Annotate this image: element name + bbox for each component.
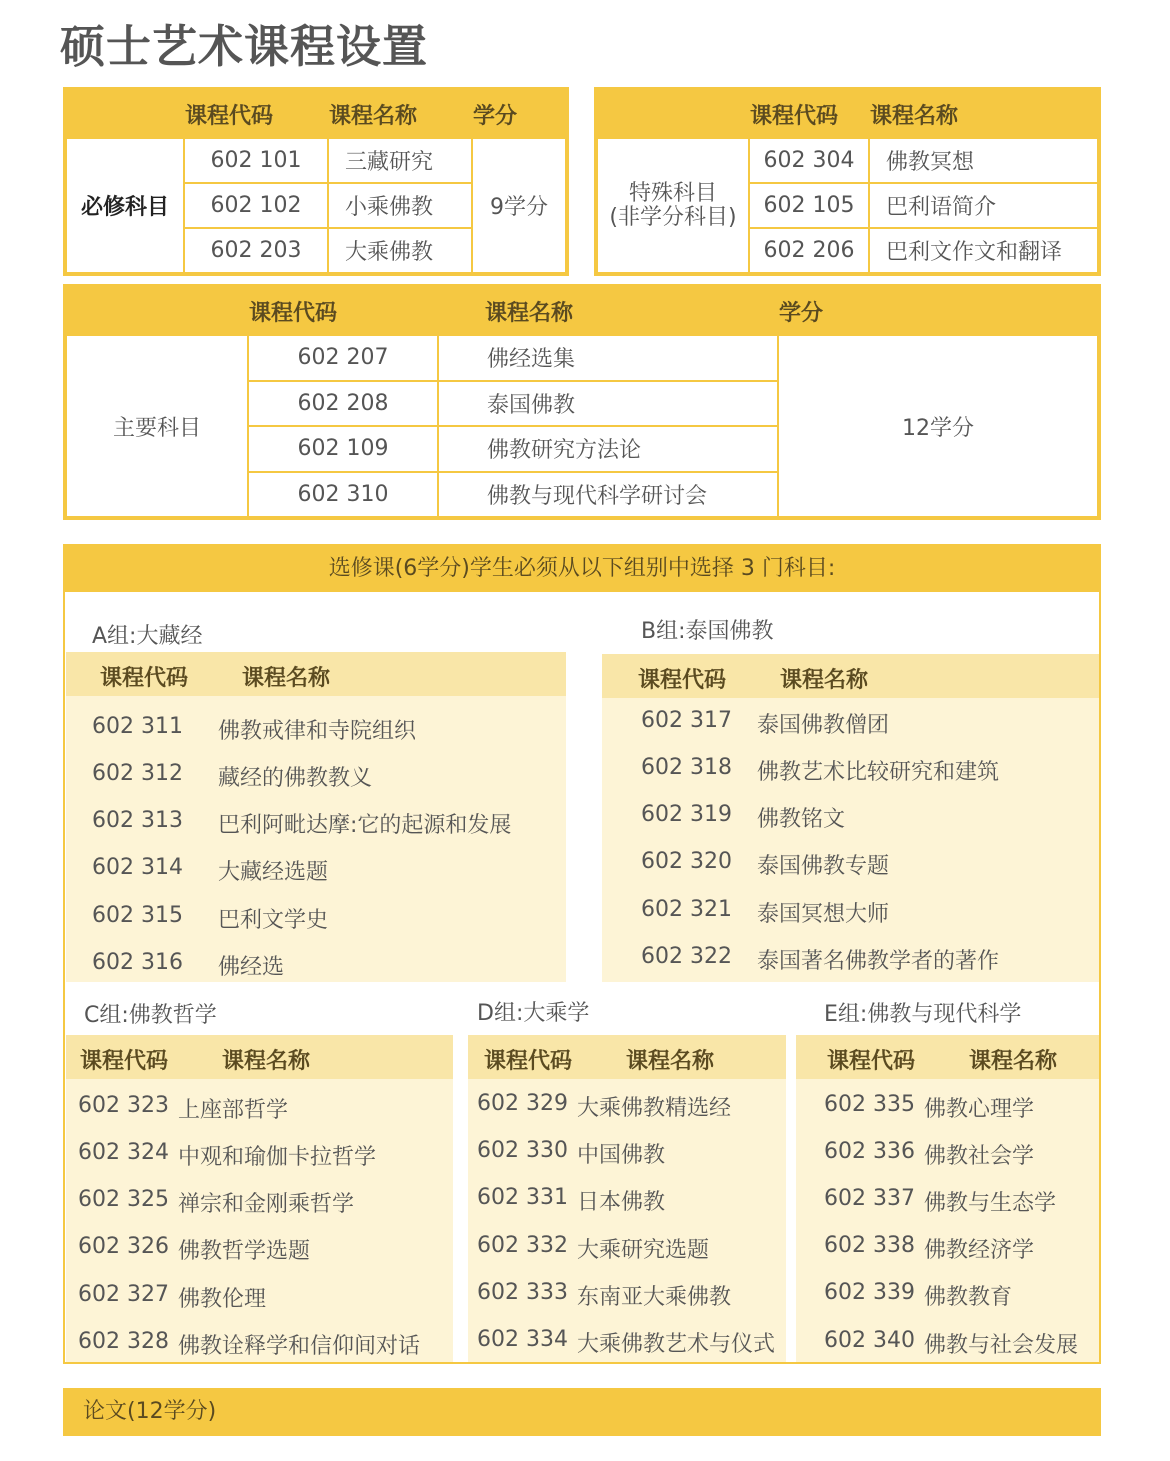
course-name: 佛教戒律和寺院组织 — [218, 719, 417, 744]
table-row — [597, 138, 1098, 183]
main-courses-table — [63, 284, 1101, 520]
group-b-header — [602, 654, 1099, 698]
course-name: 泰国佛教 — [438, 381, 778, 427]
group-e-header — [796, 1035, 1099, 1079]
special-header-code: 课程代码 — [749, 90, 869, 138]
electives-header: 选修课(6学分)学生必须从以下组别中选择 3 门科目: — [64, 546, 1100, 592]
course-code: 602 313 — [92, 808, 183, 833]
special-header-name: 课程名称 — [869, 90, 1098, 138]
group-a-col-name: 课程名称 — [242, 666, 331, 691]
course-code: 602 338 — [824, 1233, 915, 1258]
page-title: 硕士艺术课程设置 — [60, 20, 429, 73]
course-code: 602 102 — [184, 183, 328, 228]
course-name: 大乘佛教精选经 — [577, 1096, 732, 1121]
main-header-credit: 学分 — [778, 287, 1098, 335]
course-name: 巴利文作文和翻译 — [869, 228, 1098, 273]
course-code: 602 206 — [749, 228, 869, 273]
course-name: 佛教冥想 — [869, 138, 1098, 183]
required-courses-table — [63, 87, 569, 276]
course-name: 中国佛教 — [577, 1143, 666, 1168]
course-name: 泰国佛教专题 — [757, 854, 890, 879]
group-b-col-name: 课程名称 — [780, 668, 869, 693]
course-name: 佛经选集 — [438, 335, 778, 381]
course-name: 佛教艺术比较研究和建筑 — [757, 760, 1000, 785]
course-code: 602 316 — [92, 950, 183, 975]
course-code: 602 105 — [749, 183, 869, 228]
course-name: 三藏研究 — [328, 138, 472, 183]
course-code: 602 332 — [477, 1233, 568, 1258]
course-name: 佛教心理学 — [924, 1097, 1035, 1122]
course-code: 602 321 — [641, 897, 732, 922]
course-code: 602 340 — [824, 1328, 915, 1353]
special-label-line2: (非学分科目) — [609, 204, 737, 230]
course-name: 佛经选 — [218, 955, 285, 980]
group-e-col-name: 课程名称 — [969, 1049, 1058, 1074]
group-d-list — [468, 1079, 786, 1362]
course-code: 602 101 — [184, 138, 328, 183]
course-name: 小乘佛教 — [328, 183, 472, 228]
group-a-list — [66, 696, 566, 982]
course-name: 巴利语简介 — [869, 183, 1098, 228]
course-name: 大乘佛教 — [328, 228, 472, 273]
course-code: 602 311 — [92, 714, 183, 739]
main-header-blank — [66, 287, 248, 335]
group-d-col-name: 课程名称 — [626, 1049, 715, 1074]
course-name: 泰国佛教僧团 — [757, 713, 890, 738]
course-name: 佛教教育 — [924, 1285, 1013, 1310]
group-d-col-code: 课程代码 — [484, 1049, 573, 1074]
course-name: 巴利阿毗达摩:它的起源和发展 — [218, 813, 512, 838]
course-name: 东南亚大乘佛教 — [577, 1285, 732, 1310]
group-d-header — [468, 1035, 786, 1079]
course-code: 602 329 — [477, 1091, 568, 1116]
main-label: 主要科目 — [66, 335, 248, 517]
course-code: 602 310 — [248, 472, 438, 518]
course-code: 602 318 — [641, 755, 732, 780]
required-header-credit: 学分 — [472, 90, 566, 138]
course-code: 602 331 — [477, 1185, 568, 1210]
course-code: 602 312 — [92, 761, 183, 786]
course-name: 佛教经济学 — [924, 1238, 1035, 1263]
course-name: 上座部哲学 — [178, 1098, 289, 1123]
course-name: 佛教诠释学和信仰间对话 — [178, 1334, 421, 1359]
required-header-code: 课程代码 — [184, 90, 328, 138]
course-name: 泰国冥想大师 — [757, 902, 890, 927]
required-header-blank — [66, 90, 184, 138]
course-name: 泰国著名佛教学者的著作 — [757, 949, 1000, 974]
course-name: 大乘佛教艺术与仪式 — [577, 1332, 776, 1357]
course-code: 602 327 — [78, 1282, 169, 1307]
group-e-list — [796, 1079, 1099, 1362]
required-label: 必修科目 — [66, 138, 184, 273]
course-name: 禅宗和金刚乘哲学 — [178, 1192, 355, 1217]
main-credit: 12学分 — [778, 335, 1098, 517]
group-a-col-code: 课程代码 — [100, 666, 189, 691]
course-code: 602 330 — [477, 1138, 568, 1163]
special-header-blank — [597, 90, 749, 138]
course-name: 中观和瑜伽卡拉哲学 — [178, 1145, 377, 1170]
course-code: 602 328 — [78, 1329, 169, 1354]
course-name: 佛教哲学选题 — [178, 1239, 311, 1264]
course-code: 602 322 — [641, 944, 732, 969]
required-header-name: 课程名称 — [328, 90, 472, 138]
group-e-col-code: 课程代码 — [827, 1049, 916, 1074]
group-b-col-code: 课程代码 — [638, 668, 727, 693]
course-code: 602 317 — [641, 708, 732, 733]
course-code: 602 323 — [78, 1093, 169, 1118]
course-name: 佛教伦理 — [178, 1287, 267, 1312]
group-c-label: C组:佛教哲学 — [84, 1003, 217, 1028]
course-code: 602 325 — [78, 1187, 169, 1212]
course-code: 602 334 — [477, 1327, 568, 1352]
table-row — [66, 138, 566, 183]
course-code: 602 315 — [92, 903, 183, 928]
special-label — [597, 138, 749, 273]
group-c-header — [66, 1035, 453, 1079]
table-row — [66, 335, 1098, 381]
group-c-list — [66, 1079, 453, 1362]
group-d-label: D组:大乘学 — [477, 1001, 590, 1026]
course-code: 602 207 — [248, 335, 438, 381]
course-name: 佛教与现代科学研讨会 — [438, 472, 778, 518]
required-credit: 9学分 — [472, 138, 566, 273]
main-header-code: 课程代码 — [248, 287, 438, 335]
course-code: 602 304 — [749, 138, 869, 183]
course-name: 日本佛教 — [577, 1190, 666, 1215]
special-courses-table — [594, 87, 1101, 276]
main-header-name: 课程名称 — [438, 287, 778, 335]
course-code: 602 109 — [248, 426, 438, 472]
course-code: 602 324 — [78, 1140, 169, 1165]
group-c-col-code: 课程代码 — [80, 1049, 169, 1074]
thesis-bar: 论文(12学分) — [63, 1388, 1101, 1436]
course-code: 602 320 — [641, 849, 732, 874]
special-label-line1: 特殊科目 — [628, 180, 717, 206]
course-name: 佛教铭文 — [757, 807, 846, 832]
course-code: 602 326 — [78, 1234, 169, 1259]
course-name: 藏经的佛教教义 — [218, 766, 373, 791]
course-code: 602 319 — [641, 802, 732, 827]
course-code: 602 208 — [248, 381, 438, 427]
course-code: 602 335 — [824, 1092, 915, 1117]
group-a-label: A组:大藏经 — [92, 624, 203, 649]
group-b-list — [602, 698, 1099, 982]
course-name: 巴利文学史 — [218, 908, 329, 933]
course-code: 602 314 — [92, 855, 183, 880]
course-name: 大乘研究选题 — [577, 1238, 710, 1263]
course-name: 大藏经选题 — [218, 860, 329, 885]
course-code: 602 203 — [184, 228, 328, 273]
course-name: 佛教与社会发展 — [924, 1333, 1079, 1358]
course-code: 602 336 — [824, 1139, 915, 1164]
course-code: 602 337 — [824, 1186, 915, 1211]
group-c-col-name: 课程名称 — [222, 1049, 311, 1074]
course-name: 佛教与生态学 — [924, 1191, 1057, 1216]
group-b-label: B组:泰国佛教 — [641, 619, 774, 644]
group-e-label: E组:佛教与现代科学 — [824, 1002, 1022, 1027]
course-code: 602 339 — [824, 1280, 915, 1305]
course-name: 佛教研究方法论 — [438, 426, 778, 472]
group-a-header — [66, 652, 566, 696]
course-name: 佛教社会学 — [924, 1144, 1035, 1169]
course-code: 602 333 — [477, 1280, 568, 1305]
